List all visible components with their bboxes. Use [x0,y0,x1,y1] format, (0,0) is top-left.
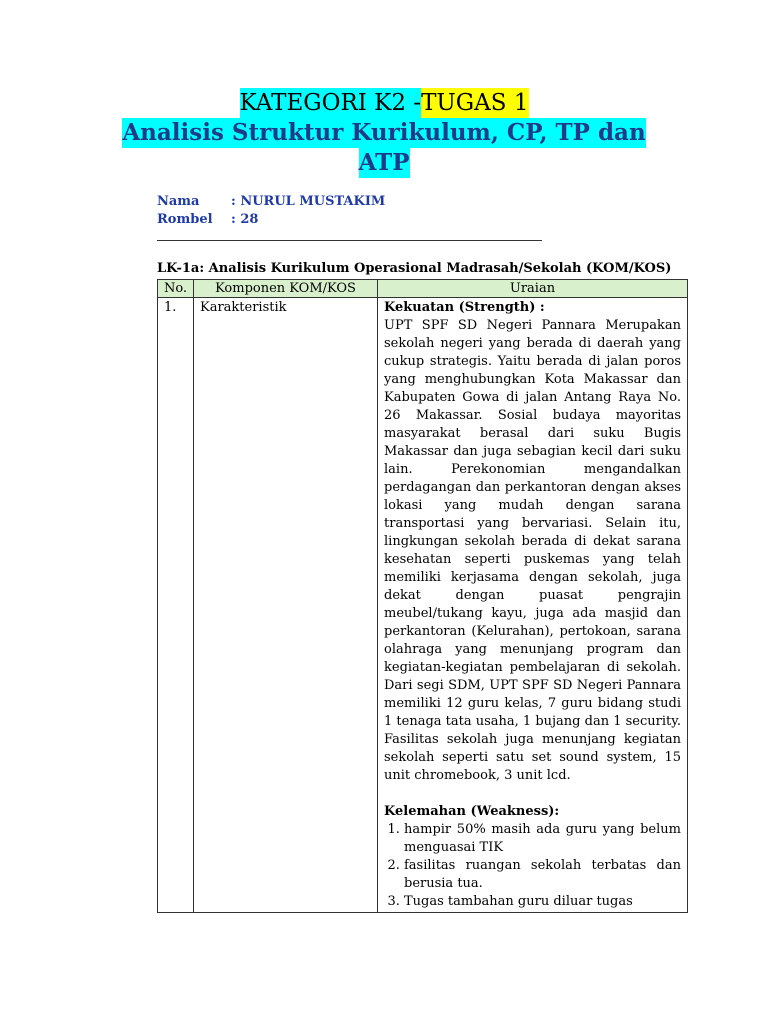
title-line-3 [0,148,768,178]
kom-analysis-table [157,279,688,913]
title-subject: Analisis Struktur Kurikulum, CP, TP dan [122,119,646,146]
header-uraian: Uraian [378,280,688,298]
list-item: 3. Tugas tambahan guru diluar tugas [404,893,681,911]
title-line-2 [0,118,768,148]
list-item: 2. fasilitas ruangan sekolah terbatas dan berusia tua. [404,857,681,893]
document-title [0,88,768,178]
identity-nama-row [157,193,385,211]
header-komponen: Komponen KOM/KOS [194,280,378,298]
strength-heading: Kekuatan (Strength) : [384,300,545,315]
rombel-label: Rombel [157,212,213,227]
weakness-list [384,821,681,911]
rombel-value: : 28 [231,212,259,227]
title-line-1 [0,88,768,118]
identity-rombel-row [157,211,385,229]
table-header-row [158,280,688,298]
identity-block [157,193,385,229]
header-no: No. [158,280,194,298]
row-uraian [378,298,688,913]
row-komponen: Karakteristik [194,298,378,913]
nama-value: : NURUL MUSTAKIM [231,194,386,209]
title-category: KATEGORI K2 - [239,90,422,116]
weakness-heading: Kelemahan (Weakness): [384,804,560,819]
divider-line [157,240,542,241]
row-number: 1. [158,298,194,913]
title-subject-cont: ATP [358,149,410,176]
table-row [158,298,688,913]
strength-text: UPT SPF SD Negeri Pannara Merupakan sekolah negeri yang berada di daerah yang cukup strategis. Yaitu berada di jalan poros yang menghubungkan Kota Makassar dan Kabupaten Gowa di jalan Antang Raya No. 26 Makassar. Sosial budaya mayoritas masyarakat berasal dari suku Bugis Makassar dan juga sebagian kecil dari suku lain. Perekonomian mengandalkan perdagangan dan perkantoran dengan akses lokasi yang mudah dengan sarana transportasi yang bervariasi. Selain itu, lingkungan sekolah berada di dekat sarana kesehatan seperti puskemas yang telah memiliki kerjasama dengan sekolah, juga dekat dengan puasat pengrajin meubel/tukang kayu, juga ada masjid dan perkantoran (Kelurahan), pertokoan, sarana olahraga yang menunjang program dan kegiatan-kegiatan pembelajaran di sekolah. Dari segi SDM, UPT SPF SD Negeri Pannara memiliki 12 guru kelas, 7 guru bidang studi 1 tenaga tata usaha, 1 bujang dan 1 security. Fasilitas sekolah juga menunjang kegiatan sekolah seperti satu set sound system, 15 unit chromebook, 3 unit lcd. [384,318,681,783]
title-task: TUGAS 1 [421,90,529,116]
section-title: LK-1a: Analisis Kurikulum Operasional Madrasah/Sekolah (KOM/KOS) [157,261,672,276]
list-item: 1. hampir 50% masih ada guru yang belum menguasai TIK [404,821,681,857]
nama-label: Nama [157,194,200,209]
